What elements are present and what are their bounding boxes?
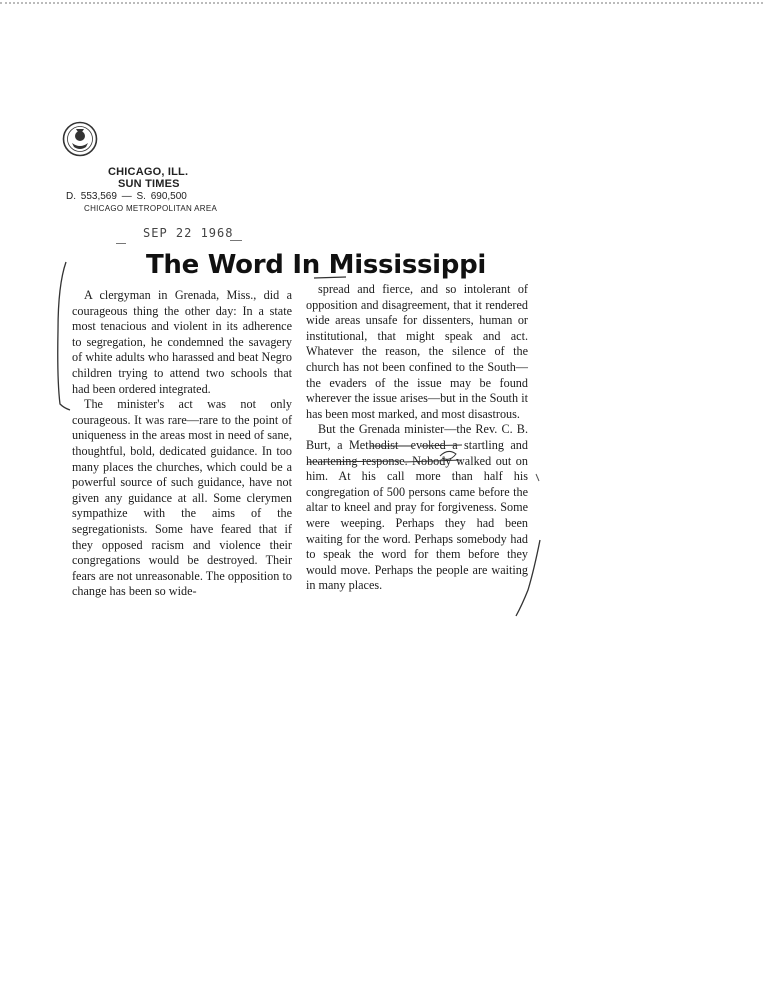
circulation-figures: D. 553,569 — S. 690,500 — [66, 191, 187, 202]
pencil-underline-methodist — [404, 460, 462, 462]
pencil-underline-headline — [314, 277, 346, 278]
right-paragraph-2: But the Grenada minister—the Rev. C. B. Burt, a Methodist—evoked a startling and heartening response. Nobody walked out on him. At his call more than half his congregation of 500 persons came before the altar to kneel and pray for forgiveness. Some were weeping. Perhaps they had been waiting for the word. Perhaps somebody had to speak the word for them before they would move. Perhaps the people are waiting in many places. — [306, 422, 528, 593]
publication-city: CHICAGO, ILL. — [108, 166, 189, 178]
circulation-area: CHICAGO METROPOLITAN AREA — [84, 204, 218, 213]
pencil-loop-mark — [440, 451, 456, 459]
date-stamp: SEP 22 1968 — [143, 226, 234, 240]
headline: The Word In Mississippi — [146, 250, 487, 280]
pencil-underline-minister — [420, 445, 462, 446]
pencil-tick — [536, 474, 539, 481]
pencil-underline-burt — [308, 461, 400, 462]
left-paragraph-1: A clergyman in Grenada, Miss., did a courageous thing the other day: In a state most tenacious and violent in its adherence to segregation, he condemned the savagery of white adults who harassed and beat Negro children trying to attend two schools that had been ordered integrated. — [72, 288, 292, 396]
publication-name: SUN TIMES — [118, 178, 180, 190]
pencil-bracket-left — [58, 262, 70, 410]
right-paragraph-1: spread and fierce, and so intolerant of opposition and disagreement, that it rendered wide areas unsafe for dissenters, human or institutional, that might speak and act. Whatever the reason, the silence of the church has not been confined to the South—the evaders of the issue may be found wherever the issue arises—but in the South it has been most marked, and most disastrous. — [306, 282, 528, 421]
pencil-bracket-right — [516, 540, 540, 616]
left-paragraph-2: The minister's act was not only courageous. It was rare—rare to the point of uniqueness in the areas most in need of sane, thoughtful, bold, dedicated guidance. In too many places the churches, which could be a powerful source of such guidance, have not given any guidance at all. Some clerymen sympathize with the aims of the segregationists. Some have feared that if they opposed racism and violence their congregations would be destroyed. Their fears are not unreasonable. The opposition to change has been so wide- — [72, 397, 292, 599]
